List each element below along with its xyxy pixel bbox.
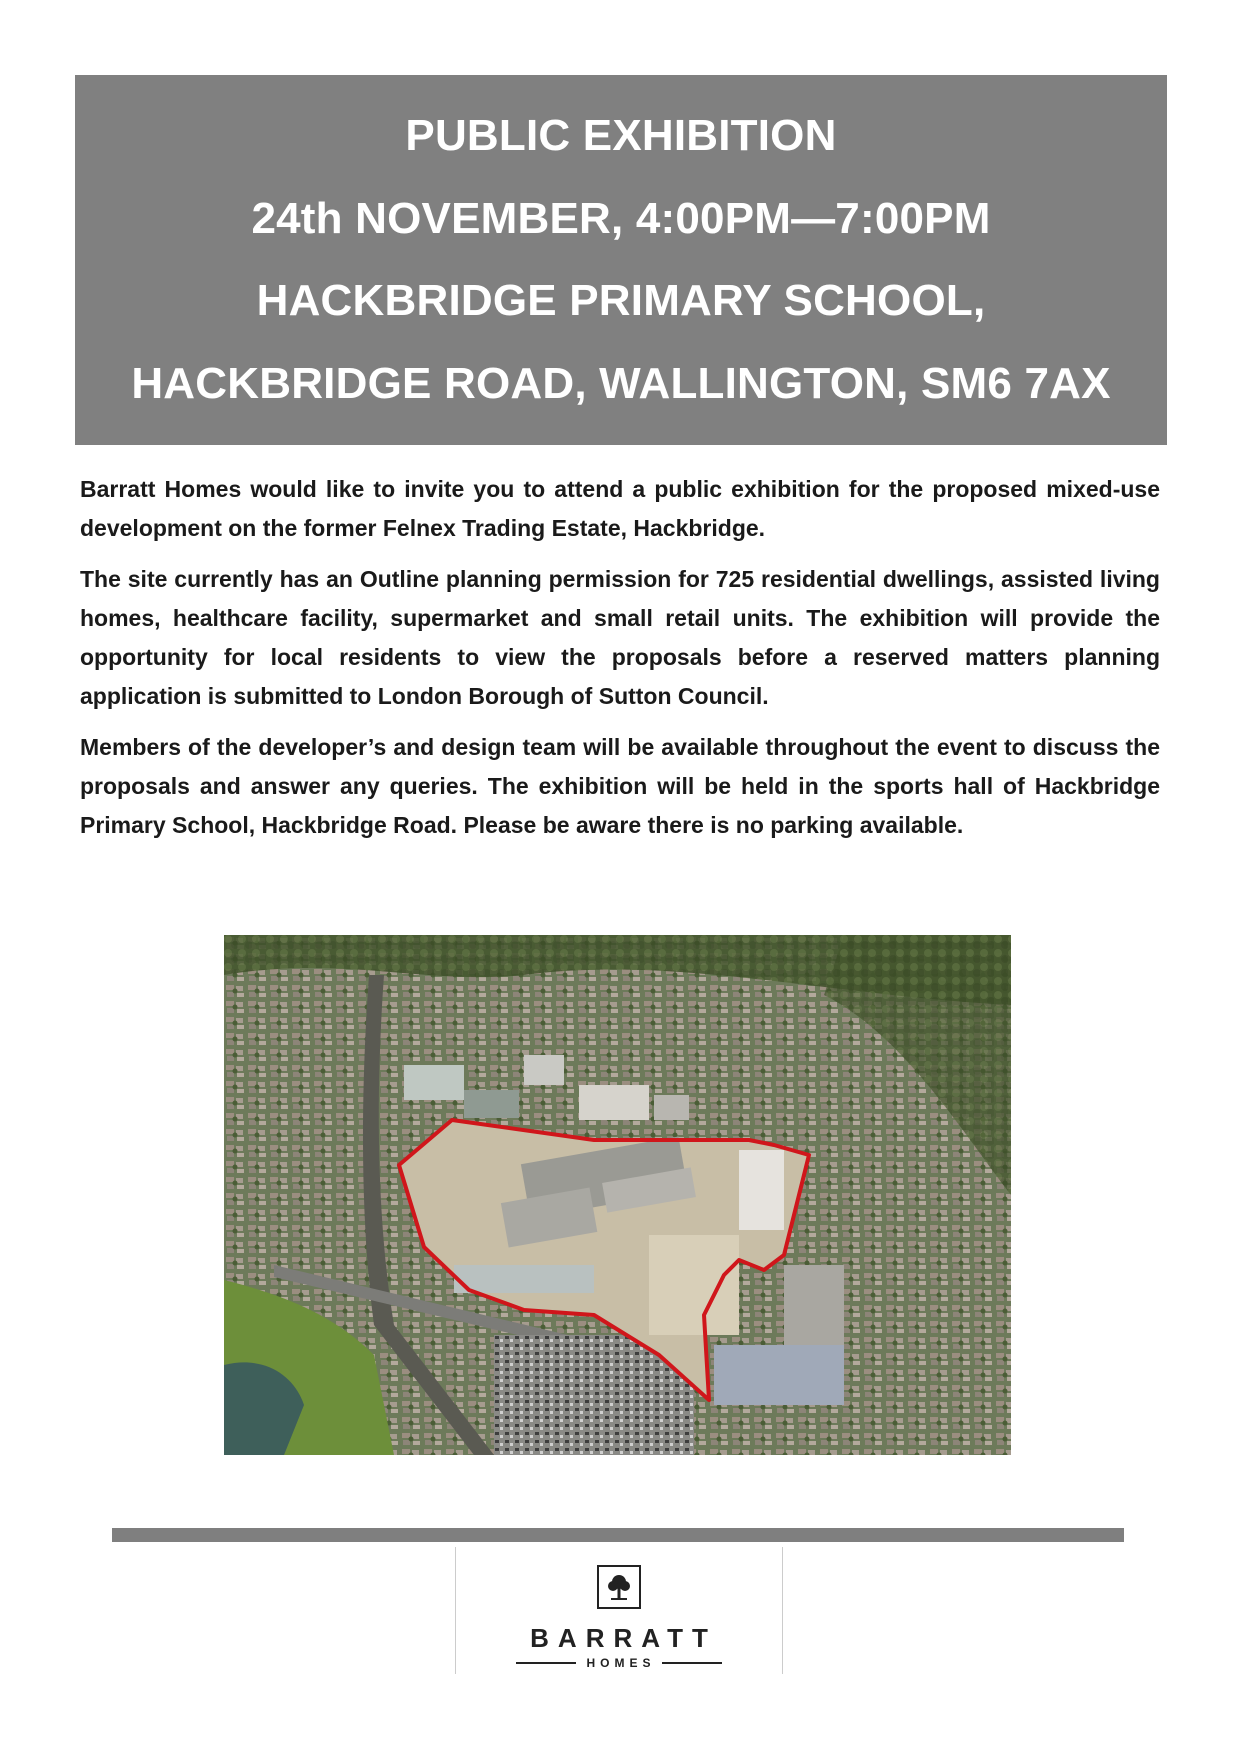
aerial-site-photo [224, 935, 1011, 1455]
divider-bar [112, 1528, 1124, 1542]
logo-dash-left [516, 1662, 576, 1664]
banner-title: PUBLIC EXHIBITION [405, 110, 837, 160]
banner-venue: HACKBRIDGE PRIMARY SCHOOL, [256, 276, 986, 326]
aerial-photo-illustration [224, 935, 1011, 1455]
paragraph-site-info: The site currently has an Outline planning permission for 725 residential dwellings, assisted living homes, healthcare facility, supermarket and small retail units. The exhibition will provide the opportunity for local residents to view the proposals before a reserved matters planning application is submitted to London Borough of Sutton Council. [80, 566, 1160, 709]
header-banner [75, 75, 1167, 445]
logo-subtitle: HOMES [586, 1656, 656, 1670]
banner-address: HACKBRIDGE ROAD, WALLINGTON, SM6 7AX [131, 359, 1111, 409]
divider-line-right [782, 1547, 783, 1674]
logo-subline [516, 1656, 721, 1670]
body-text [80, 470, 1160, 857]
logo-wordmark: BARRATT [530, 1623, 717, 1653]
tree-icon [597, 1565, 641, 1609]
paragraph-invitation: Barratt Homes would like to invite you to attend a public exhibition for the proposed mixed-use development on the former Felnex Trading Estate, Hackbridge. [80, 476, 1160, 541]
paragraph-event-details: Members of the developer’s and design team will be available throughout the event to discuss the proposals and answer any queries. The exhibition will be held in the sports hall of Hackbridge Primary School, Hackbridge Road. Please be aware there is no parking available. [80, 734, 1160, 838]
banner-date-time: 24th NOVEMBER, 4:00PM—7:00PM [251, 193, 991, 243]
barratt-homes-logo [456, 1565, 782, 1675]
logo-dash-right [662, 1662, 722, 1664]
